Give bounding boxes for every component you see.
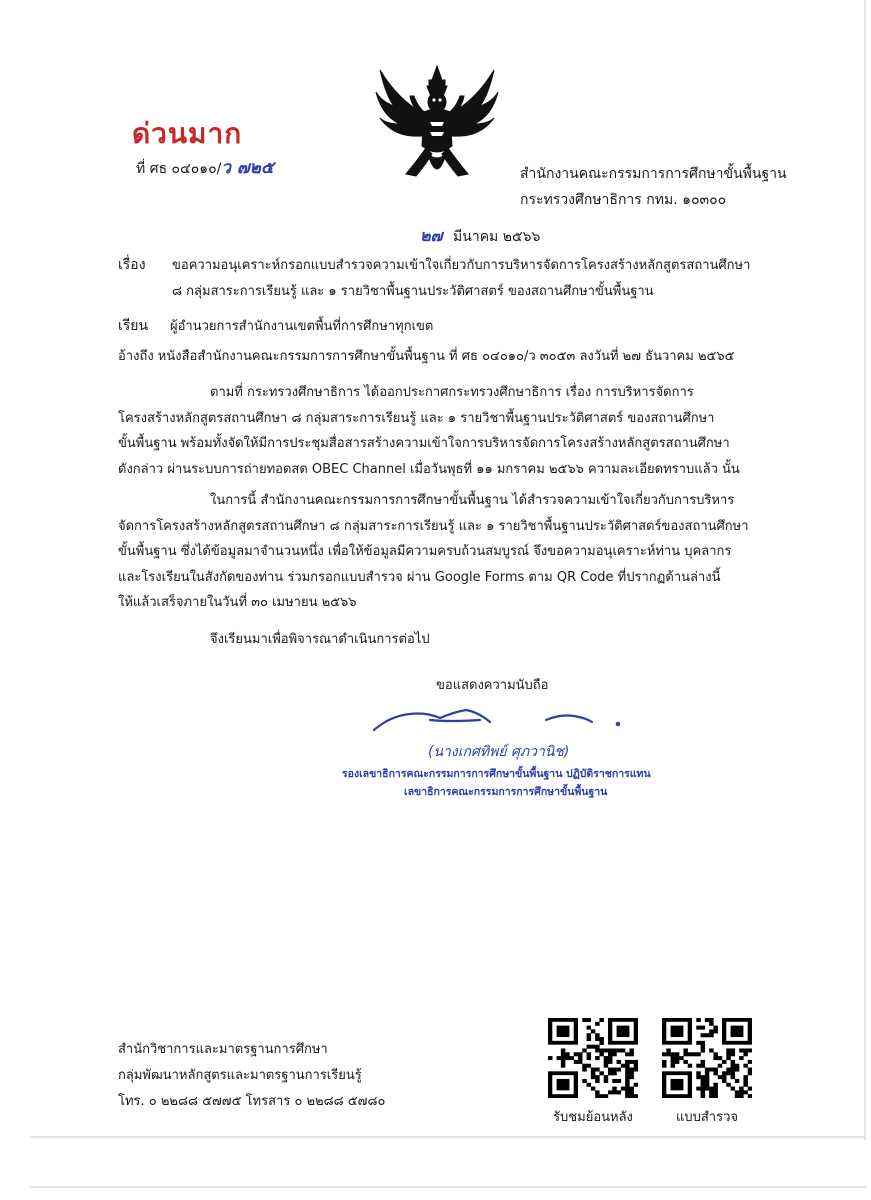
- qr-code-icon-replay[interactable]: [548, 1018, 638, 1098]
- closing-request: จึงเรียนมาเพื่อพิจารณาดำเนินการต่อไป: [210, 632, 430, 647]
- salutation-label: เรียน: [118, 318, 149, 334]
- handwritten-number: ว ๗๒๕: [221, 158, 274, 178]
- signature-image: [370, 700, 640, 740]
- para2-line: จัดการโครงสร้างหลักสูตรสถานศึกษา ๘ กลุ่มสาระการเรียนรู้ และ ๑ รายวิชาพื้นฐานประวัติศาสตร์ของสถานศึกษา: [118, 518, 749, 534]
- qr-right-label: แบบสำรวจ: [675, 1110, 739, 1125]
- footer-phone: โทร. ๐ ๒๒๘๘ ๕๗๗๕ โทรสาร ๐ ๒๒๘๘ ๕๗๘๐: [118, 1094, 386, 1109]
- sender-office: สำนักงานคณะกรรมการการศึกษาขั้นพื้นฐาน: [520, 166, 787, 182]
- subject-label: เรื่อง: [118, 257, 146, 273]
- para1-line: ขั้นพื้นฐาน พร้อมทั้งจัดให้มีการประชุมสื่อสารสร้างความเข้าใจการบริหารจัดการโครงสร้างหลักสูตรสถานศึกษา: [118, 436, 730, 451]
- date-month-year: มีนาคม ๒๕๖๖: [453, 229, 541, 245]
- scan-edge-bottom: [30, 1136, 866, 1138]
- para2-line: ขั้นพื้นฐาน ซึ่งได้ข้อมูลมาจำนวนหนึ่ง เพื่อให้ข้อมูลมีความครบถ้วนสมบูรณ์ จึงขอความอนุเคราะห์ท่าน บุคลากร: [118, 544, 732, 559]
- scan-edge-bottom2: [30, 1186, 866, 1188]
- footer-unit-1: สำนักวิชาการและมาตรฐานการศึกษา: [118, 1042, 328, 1057]
- sender-address: กระทรวงศึกษาธิการ กทม. ๑๐๓๐๐: [520, 192, 727, 208]
- subject-line-2: ๘ กลุ่มสาระการเรียนรู้ และ ๑ รายวิชาพื้นฐานประวัติศาสตร์ ของสถานศึกษาขั้นพื้นฐาน: [172, 284, 654, 299]
- para1-line: ตามที่ กระทรวงศึกษาธิการ ได้ออกประกาศกระทรวงศึกษาธิการ เรื่อง การบริหารจัดการ: [210, 385, 694, 400]
- para2-line: ให้แล้วเสร็จภายในวันที่ ๓๐ เมษายน ๒๕๖๖: [118, 595, 357, 610]
- footer-unit-2: กลุ่มพัฒนาหลักสูตรและมาตรฐานการเรียนรู้: [118, 1068, 362, 1083]
- body-paragraph-1: [118, 380, 790, 482]
- qr-code-icon-survey[interactable]: [662, 1018, 752, 1098]
- qr-left-label: รับชมย้อนหลัง: [553, 1110, 633, 1125]
- salutation-recipient: ผู้อำนวยการสำนักงานเขตพื้นที่การศึกษาทุกเขต: [170, 319, 434, 334]
- reference-line: อ้างถึง หนังสือสำนักงานคณะกรรมการการศึกษาขั้นพื้นฐาน ที่ ศธ ๐๔๐๑๐/ว ๓๐๕๓ ลงวันที่ ๒๗ ธันวาคม ๒๕๖๕: [118, 349, 735, 364]
- closing-greeting: ขอแสดงความนับถือ: [436, 678, 549, 693]
- signer-name: (นางเกศทิพย์ ศุภวานิช): [428, 744, 570, 760]
- subject-line-1: ขอความอนุเคราะห์กรอกแบบสำรวจความเข้าใจเกี่ยวกับการบริหารจัดการโครงสร้างหลักสูตรสถานศึกษา: [172, 258, 751, 273]
- para1-line: ดังกล่าว ผ่านระบบการถ่ายทอดสด OBEC Channel เมื่อวันพุธที่ ๑๑ มกราคม ๒๕๖๖ ความละเอียดทราบแล้ว นั้น: [118, 461, 740, 477]
- body-paragraph-2: [118, 488, 790, 616]
- garuda-emblem-icon: [372, 62, 502, 192]
- para1-line: โครงสร้างหลักสูตรสถานศึกษา ๘ กลุ่มสาระการเรียนรู้ และ ๑ รายวิชาพื้นฐานประวัติศาสตร์ ของสถานศึกษา: [118, 410, 715, 426]
- para2-line: ในการนี้ สำนักงานคณะกรรมการการศึกษาขั้นพื้นฐาน ได้สำรวจความเข้าใจเกี่ยวกับการบริหาร: [210, 493, 735, 508]
- signer-title-1: รองเลขาธิการคณะกรรมการการศึกษาขั้นพื้นฐาน ปฏิบัติราชการแทน: [342, 768, 651, 780]
- letter-date: [420, 226, 540, 247]
- scan-edge-right: [864, 0, 866, 1140]
- document-number: [136, 158, 274, 179]
- urgency-stamp: ด่วนมาก: [132, 117, 243, 150]
- handwritten-date-day: ๒๗: [420, 226, 443, 245]
- document-number-prefix: ที่ ศธ ๐๔๐๑๐/: [136, 161, 222, 177]
- para2-line: และโรงเรียนในสังกัดของท่าน ร่วมกรอกแบบสำรวจ ผ่าน Google Forms ตาม QR Code ที่ปรากฏด้านล่างนี้: [118, 569, 721, 585]
- signer-title-2: เลขาธิการคณะกรรมการการศึกษาขั้นพื้นฐาน: [404, 786, 608, 798]
